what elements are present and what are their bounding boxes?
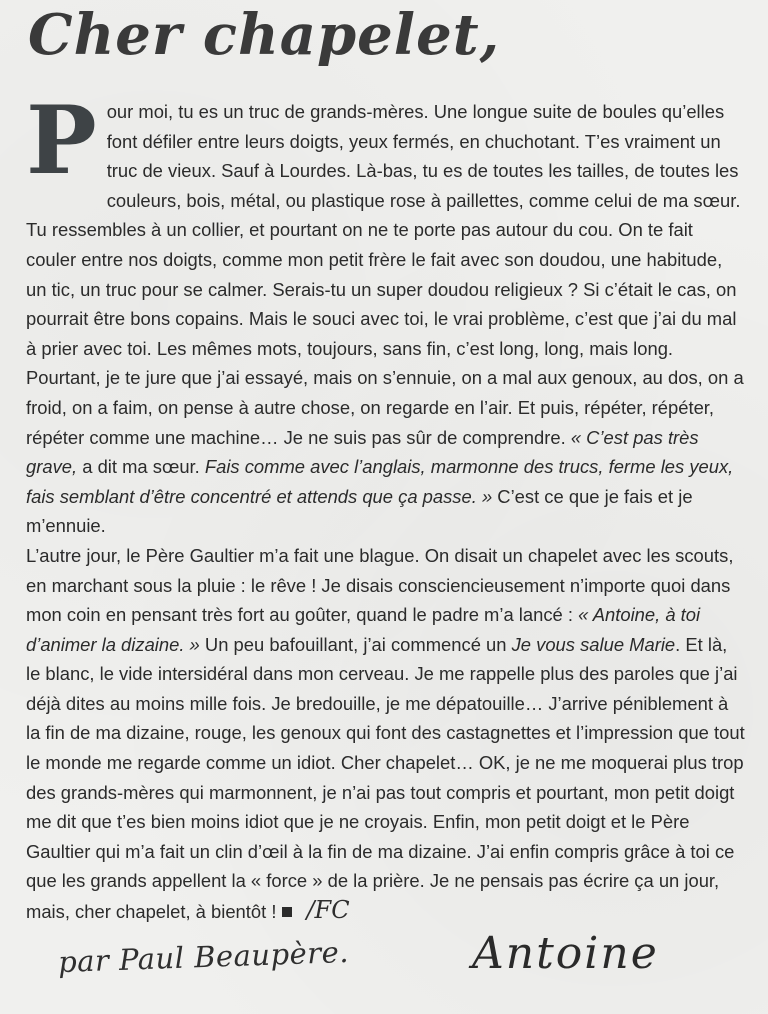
end-mark-icon <box>282 907 292 917</box>
text-run: C’est ce que je fais et je m’ennuie. <box>26 485 693 537</box>
signature-antoine: Antoine <box>472 928 659 979</box>
italic-quote: « Antoine, à toi d’animer la dizaine. » <box>26 604 701 655</box>
italic-quote: Fais comme avec l’anglais, marmonne des trucs, ferme les yeux, fais semblant d’être concentré et attends que ça passe. » <box>26 456 734 507</box>
text-run: our moi, tu es un truc de grands-mères. Une longue suite de boules qu’elles font défiler entre leurs doigts, yeux fermés, en chuchotant. T’es vraiment un truc de vieux. Sauf à Lourdes. Là-bas, tu es de toutes les tailles, de toutes les couleurs, bois, métal, ou plastique rose à paillettes, comme celui de ma sœur. Tu ressembles à un collier, et pourtant on ne te porte pas autour du cou. On te fait couler entre nos doigts, comme mon petit frère le fait avec son doudou, une habitude, un tic, un truc pour se calmer. Serais-tu un super doudou religieux ? Si c’était le cas, on pourrait être bons copains. Mais le souci avec toi, le vrai problème, c’est que j’ai du mal à prier avec toi. Les mêmes mots, toujours, sans fin, c’est long, long, mais long. Pourtant, je te jure que j’ai essayé, mais on s’ennuie, on a mal aux genoux, au dos, on a froid, on a faim, on pense à autre chose, on regarde en l’air. Et puis, répéter, répéter, répéter comme une machine… Je ne suis pas sûr de comprendre. <box>26 101 744 448</box>
paragraph-2 <box>26 541 746 927</box>
author-initials: /FC <box>306 896 350 925</box>
text-run: L’autre jour, le Père Gaultier m’a fait une blague. On disait un chapelet avec les scouts, en marchant sous la pluie : le rêve ! Je disais consciencieusement n’importe quoi dans mon coin en pensant très fort au goûter, quand le padre m’a lancé : <box>26 544 734 626</box>
letter-body <box>26 86 746 927</box>
text-run: a dit ma sœur. <box>77 456 205 478</box>
signature-left: par Paul Beaupère. <box>57 934 350 980</box>
letter-title: Cher chapelet, <box>28 2 501 68</box>
paragraph-1 <box>26 86 746 541</box>
text-run: . Et là, le blanc, le vide intersidéral dans mon cerveau. Je me rappelle plus des paroles que j’ai déjà dites au moins mille fois. Je bredouille, je me dépatouille… J’arrive péniblement à la fin de ma dizaine, rouge, les genoux qui font des castagnettes et l’impression que tout le monde me regarde comme un idiot. Cher chapelet… OK, je ne me moquerai plus trop des grands-mères qui marmonnent, je n’ai pas tout compris et pourtant, mon petit doigt me dit que t’es bien moins idiot que je ne croyais. Enfin, mon petit doigt et le Père Gaultier qui m’a fait un clin d’œil à la fin de ma dizaine. J’ai enfin compris grâce à toi ce que les grands appellent la « force » de la prière. Je ne pensais pas écrire ça un jour, mais, cher chapelet, à bientôt ! <box>26 633 745 923</box>
text-run: Un peu bafouillant, j’ai commencé un <box>199 633 512 655</box>
italic-quote: Je vous salue Marie <box>511 633 676 655</box>
italic-quote: « C’est pas très grave, <box>26 426 699 478</box>
drop-cap: P <box>26 86 97 196</box>
